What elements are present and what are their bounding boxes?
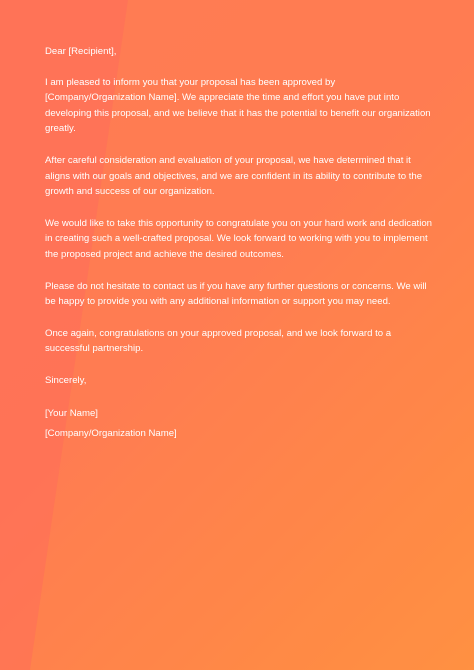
paragraph-evaluation: After careful consideration and evaluation of your proposal, we have determined that it aligns with our goals and objectives, and we are confident in its ability to contribute to the growth and success of our organization. — [45, 154, 423, 198]
paragraph-contact: Please do not hesitate to contact us if you have any further questions or concerns. We will be happy to provide you with any additional information or support you may need. — [45, 280, 427, 308]
letter-body — [45, 44, 437, 447]
salutation: Dear [Recipient], — [45, 46, 117, 57]
signature-organization: [Company/Organization Name] — [45, 428, 177, 440]
paragraph-congratulations: We would like to take this opportunity to congratulate you on your hard work and dedication in creating such a well-crafted proposal. We look forward to working with you to implement the proposed project and achieve the desired outcomes. — [45, 217, 433, 260]
paragraph-partnership: Once again, congratulations on your approved proposal, and we look forward to a successful partnership. — [45, 327, 392, 355]
closing: Sincerely, — [45, 374, 87, 386]
paragraph-approval: I am pleased to inform you that your proposal has been approved by [Company/Organization Name]. We appreciate the time and effort you have put into developing this proposal, and we believe that it has the potential to benefit our organization greatly. — [45, 76, 431, 135]
signature-name: [Your Name] — [45, 407, 98, 419]
